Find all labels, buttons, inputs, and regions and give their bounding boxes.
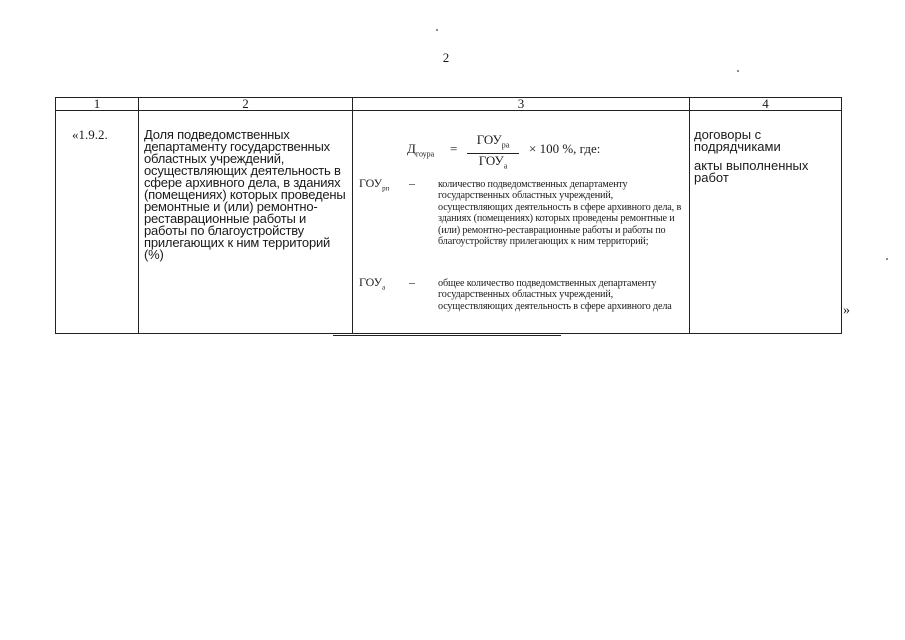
indicator-name: Доля подведомственных департаменту государственных областных учреждений, осуществляющих деятельность в сфере архивного дела, в зданиях (помещениях) которых проведены ремонтные и (или) ремонтно-реставрационные работы и работы по благоустройству прилегающих к ним территорий (%) [139, 111, 353, 334]
scan-speck [436, 29, 438, 31]
source-item: акты выполненных работ [694, 158, 809, 185]
indicator-table [55, 97, 842, 334]
scan-speck [886, 258, 888, 260]
data-source-cell [690, 111, 842, 334]
definition-gou-a [359, 276, 681, 326]
table-header-row [56, 98, 842, 111]
column-header: 1 [56, 98, 139, 111]
page-number: 2 [442, 50, 450, 65]
formula-fraction [467, 133, 519, 172]
definition-gou-rp [359, 177, 681, 277]
closing-quote: » [843, 303, 850, 318]
definition-term: $ГОУ_{рп}$ [359, 176, 390, 193]
item-number: «1.9.2. [56, 111, 139, 334]
formula-cell [353, 111, 690, 334]
fraction-numerator: $ГОУ_{ра}$ [467, 133, 519, 154]
column-header: 4 [690, 98, 842, 111]
source-item: договоры с подрядчиками [694, 127, 781, 154]
table-row [56, 111, 842, 334]
definition-text: общее количество подведомственных департаменту государственных областных учреждений, осуществляющих деятельность в сфере архивного дела [438, 278, 672, 312]
formula-equals: = [450, 141, 458, 156]
definition-dash: – [409, 176, 415, 190]
formula-multiplier: × 100 %, где: [529, 141, 601, 156]
fraction-denominator: $ГОУ_а$ [478, 152, 508, 171]
formula-lhs: $Д_{гоура}$ [407, 141, 435, 159]
footer-rule [333, 335, 561, 336]
column-header: 2 [139, 98, 353, 111]
definition-text: количество подведомственных департаменту государственных областных учреждений, осуществляющих деятельность в сфере архивного дела, в зданиях (помещениях) которых проведены ремонтные и (или) ремонтно-реставрационные работы и работы по благоустройству прилегающих к ним территорий; [438, 179, 682, 248]
calculation-formula [407, 132, 667, 171]
definition-term: $ГОУ_а$ [359, 275, 386, 292]
scan-speck [737, 70, 739, 72]
definition-dash: – [409, 275, 415, 289]
column-header: 3 [353, 98, 690, 111]
